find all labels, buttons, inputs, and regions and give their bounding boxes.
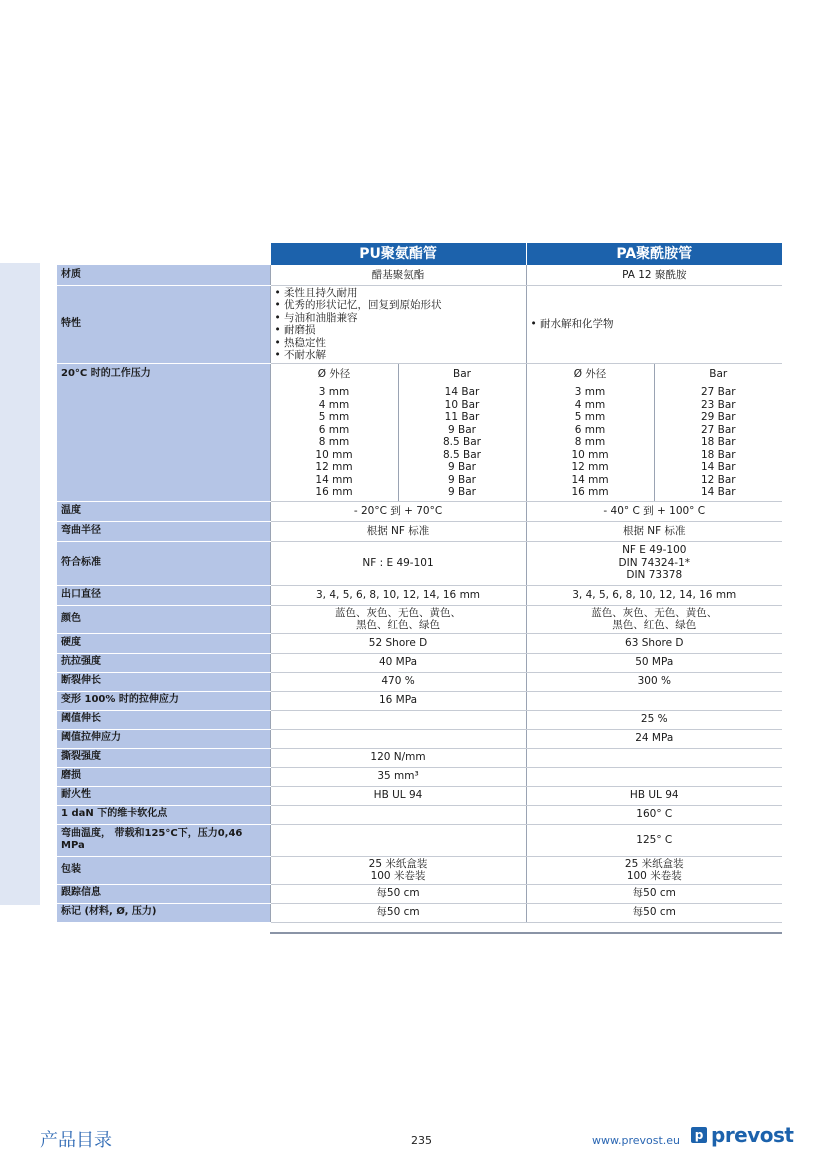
value: 6 mm: [318, 423, 350, 436]
pa-bar-col: [654, 363, 782, 501]
pa-value: HB UL 94: [526, 786, 782, 805]
value: 10 Bar: [444, 398, 480, 411]
table-row: [57, 903, 782, 922]
col-heading: Ø 外径: [317, 367, 351, 380]
value: 27 Bar: [700, 423, 736, 436]
table-row: [57, 856, 782, 884]
standard-line: DIN 74324-1*: [618, 556, 691, 569]
pa-value: [526, 748, 782, 767]
side-strip: [0, 263, 40, 905]
catalog-label: 产品目录: [40, 1130, 112, 1151]
pa-value: [526, 856, 782, 884]
pa-diameter-col: [526, 363, 654, 501]
value: 8 mm: [318, 436, 350, 448]
row-label: 包装: [57, 856, 270, 884]
table-row: [57, 884, 782, 903]
color-line: 蓝色、灰色、无色、黄色、: [335, 606, 461, 619]
table-row: [57, 363, 782, 501]
value: 16 mm: [315, 486, 353, 498]
value: 14 Bar: [444, 386, 480, 398]
website-link[interactable]: www.prevost.eu: [592, 1134, 681, 1147]
table-header: [57, 243, 782, 265]
value: 14 mm: [571, 473, 609, 486]
pa-value: [526, 767, 782, 786]
color-line: 黑色、红色、绿色: [612, 619, 697, 631]
row-label: 跟踪信息: [57, 884, 270, 903]
table-row: [57, 805, 782, 824]
feature-line: • 与油和油脂兼容: [274, 311, 358, 324]
pu-value: [270, 824, 526, 856]
pa-value: 125° C: [526, 824, 782, 856]
value: 12 Bar: [700, 473, 736, 486]
pu-value: 52 Shore D: [270, 633, 526, 653]
pu-value: 16 MPa: [270, 691, 526, 710]
pu-value: 120 N/mm: [270, 748, 526, 767]
pa-value: 300 %: [526, 672, 782, 691]
table-row: [57, 653, 782, 672]
value: 29 Bar: [700, 411, 736, 423]
packaging-line: 100 米卷装: [370, 870, 426, 882]
pa-value: - 40° C 到 + 100° C: [526, 501, 782, 521]
pu-value: - 20°C 到 + 70°C: [270, 501, 526, 521]
col-heading: Bar: [453, 367, 471, 380]
table-row: [57, 824, 782, 856]
value: 4 mm: [318, 398, 350, 411]
table-row: [57, 786, 782, 805]
logo-mark-icon: p: [691, 1127, 707, 1143]
row-label: 抗拉强度: [57, 653, 270, 672]
table-row: [57, 691, 782, 710]
packaging-line: 100 米卷装: [626, 870, 682, 882]
packaging-line: 25 米纸盒装: [368, 857, 428, 870]
pu-value: NF : E 49-101: [270, 541, 526, 585]
row-label: 断裂伸长: [57, 672, 270, 691]
color-line: 黑色、红色、绿色: [356, 619, 440, 631]
page-number: 235: [411, 1134, 432, 1147]
table-row: [57, 767, 782, 786]
value: 14 Bar: [700, 461, 736, 473]
value: 9 Bar: [448, 461, 476, 473]
pu-value: [270, 605, 526, 633]
value: 5 mm: [574, 411, 606, 423]
color-line: 蓝色、灰色、无色、黄色、: [591, 606, 718, 619]
header-pa: PA聚酰胺管: [526, 243, 782, 265]
row-label: 弯曲温度， 带载和125°C下，压力0,46 MPa: [57, 824, 270, 856]
value: 12 mm: [315, 461, 353, 473]
pa-value: [526, 605, 782, 633]
value: 27 Bar: [700, 386, 736, 398]
row-label: 符合标准: [57, 541, 270, 585]
col-heading: Ø 外径: [573, 367, 607, 380]
pa-value: 每50 cm: [526, 903, 782, 922]
value: 14 mm: [315, 473, 353, 486]
standard-line: DIN 73378: [626, 569, 683, 582]
feature-line: • 不耐水解: [274, 349, 327, 361]
value: 11 Bar: [444, 411, 480, 423]
row-label: 标记 (材料, Ø, 压力): [57, 903, 270, 922]
header-pu: PU聚氨酯管: [270, 243, 526, 265]
table-row: [57, 748, 782, 767]
row-label: 变形 100% 时的拉伸应力: [57, 691, 270, 710]
pu-value: HB UL 94: [270, 786, 526, 805]
pu-value: [270, 729, 526, 748]
feature-line: • 热稳定性: [274, 336, 327, 349]
value: 5 mm: [318, 411, 350, 423]
table-row: [57, 285, 782, 363]
spec-table: [57, 243, 782, 923]
col-heading: Bar: [709, 367, 728, 380]
value: 8 mm: [574, 436, 606, 448]
value: 18 Bar: [700, 436, 736, 448]
row-label: 阈值伸长: [57, 710, 270, 729]
value: 10 mm: [571, 448, 609, 461]
pa-value: 25 %: [526, 710, 782, 729]
pa-value: 24 MPa: [526, 729, 782, 748]
table-row: [57, 729, 782, 748]
pa-value: 3, 4, 5, 6, 8, 10, 12, 14, 16 mm: [526, 585, 782, 605]
pu-value: [270, 856, 526, 884]
packaging-line: 25 米纸盒装: [624, 857, 684, 870]
feature-line: • 耐磨损: [274, 324, 316, 336]
pa-value: PA 12 聚酰胺: [526, 265, 782, 285]
pu-value: 根据 NF 标准: [270, 521, 526, 541]
pa-value: 根据 NF 标准: [526, 521, 782, 541]
pu-value: 每50 cm: [270, 884, 526, 903]
table-row: [57, 633, 782, 653]
pu-value: [270, 710, 526, 729]
value: 23 Bar: [700, 398, 736, 411]
value: 10 mm: [315, 448, 353, 461]
pu-bar-col: [398, 363, 526, 501]
value: 14 Bar: [700, 486, 736, 498]
value: 3 mm: [318, 386, 350, 398]
pu-value: 3, 4, 5, 6, 8, 10, 12, 14, 16 mm: [270, 585, 526, 605]
pu-value: 35 mm³: [270, 767, 526, 786]
pa-value: • 耐水解和化学物: [526, 285, 782, 363]
table-row: [57, 501, 782, 521]
value: 18 Bar: [700, 448, 736, 461]
brand-logo: [691, 1124, 794, 1146]
row-label: 温度: [57, 501, 270, 521]
value: 9 Bar: [448, 423, 476, 436]
row-label: 颜色: [57, 605, 270, 633]
pu-value: 40 MPa: [270, 653, 526, 672]
pa-value: 160° C: [526, 805, 782, 824]
pa-value: 63 Shore D: [526, 633, 782, 653]
row-label: 特性: [57, 285, 270, 363]
table-row: [57, 541, 782, 585]
value: 8.5 Bar: [443, 436, 481, 448]
value: 9 Bar: [448, 486, 476, 498]
row-label: 出口直径: [57, 585, 270, 605]
row-label: 撕裂强度: [57, 748, 270, 767]
row-label: 耐火性: [57, 786, 270, 805]
brand-name: prevost: [711, 1123, 794, 1147]
value: 16 mm: [571, 486, 609, 498]
table-row: [57, 521, 782, 541]
row-label: 弯曲半径: [57, 521, 270, 541]
row-label: 材质: [57, 265, 270, 285]
pu-value: [270, 285, 526, 363]
row-label: 阈值拉伸应力: [57, 729, 270, 748]
value: 8.5 Bar: [443, 448, 481, 461]
table-row: [57, 265, 782, 285]
pu-diameter-col: [270, 363, 398, 501]
pu-value: 470 %: [270, 672, 526, 691]
feature-line: • 柔性且持久耐用: [274, 286, 358, 299]
pa-value: [526, 691, 782, 710]
table-row: [57, 585, 782, 605]
table-row: [57, 710, 782, 729]
value: 12 mm: [571, 461, 609, 473]
feature-line: • 优秀的形状记忆，回复到原始形状: [274, 299, 442, 311]
pa-value: 每50 cm: [526, 884, 782, 903]
pa-value: 50 MPa: [526, 653, 782, 672]
pu-value: 醋基聚氨酯: [270, 265, 526, 285]
pu-value: [270, 805, 526, 824]
row-label: 1 daN 下的维卡软化点: [57, 805, 270, 824]
row-label: 硬度: [57, 633, 270, 653]
standard-line: NF E 49-100: [622, 544, 687, 557]
table-bottom-rule: [270, 932, 782, 934]
value: 9 Bar: [448, 473, 476, 486]
row-label: 20°C 时的工作压力: [57, 363, 270, 501]
value: 3 mm: [574, 386, 606, 398]
header-blank: [57, 243, 270, 265]
value: 4 mm: [574, 398, 606, 411]
table-row: [57, 672, 782, 691]
value: 6 mm: [574, 423, 606, 436]
table-row: [57, 605, 782, 633]
row-label: 磨损: [57, 767, 270, 786]
pu-value: 每50 cm: [270, 903, 526, 922]
pa-value: [526, 541, 782, 585]
